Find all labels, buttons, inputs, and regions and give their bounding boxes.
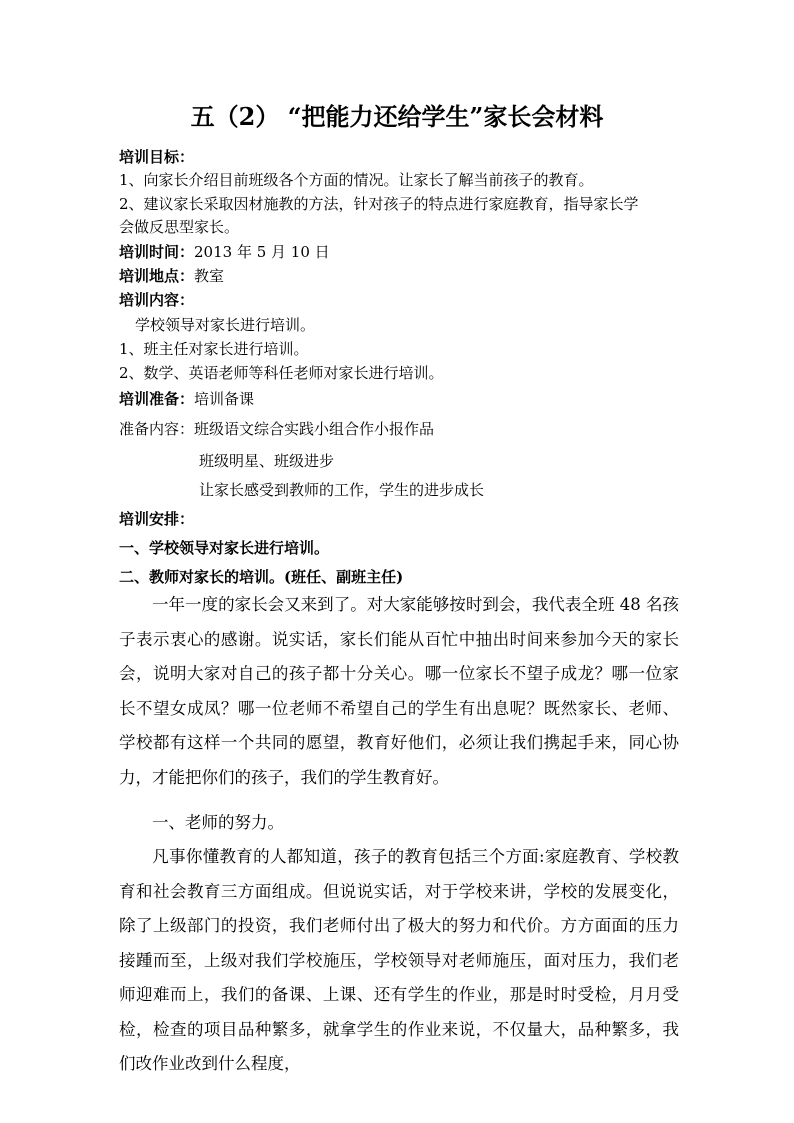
prep-item-3: 让家长感受到教师的工作，学生的进步成长 bbox=[199, 481, 485, 499]
body-paragraph-2 bbox=[119, 840, 679, 1082]
prep-item-1: 班级语文综合实践小组合作小报作品 bbox=[194, 420, 435, 438]
content-item-0: 学校领导对家长进行培训。 bbox=[135, 316, 316, 334]
time-row bbox=[119, 241, 330, 263]
arrange-heading: 培训安排： bbox=[119, 510, 195, 528]
prep-item-2: 班级明星、班级进步 bbox=[199, 452, 335, 470]
time-label: 培训时间： bbox=[119, 243, 195, 261]
content-heading: 培训内容： bbox=[119, 291, 195, 309]
place-label: 培训地点： bbox=[119, 267, 195, 285]
prep-label: 培训准备： bbox=[119, 390, 195, 408]
time-value: 2013 年 5 月 10 日 bbox=[194, 243, 330, 261]
goal-heading: 培训目标： bbox=[119, 148, 195, 166]
goal-item-2-line-2: 会做反思型家长。 bbox=[119, 218, 240, 236]
prep-value: 培训备课 bbox=[194, 390, 255, 408]
arrange-item-1: 一、学校领导对家长进行培训。 bbox=[119, 539, 330, 557]
prep-content-row bbox=[119, 418, 434, 440]
place-row bbox=[119, 265, 224, 287]
prep-row bbox=[119, 388, 254, 410]
goal-item-1: 1、向家长介绍目前班级各个方面的情况。让家长了解当前孩子的教育。 bbox=[119, 171, 594, 189]
body-paragraph-1 bbox=[119, 588, 679, 795]
document-title: 五（2） “把能力还给学生”家长会材料 bbox=[190, 102, 604, 131]
content-item-2: 2、数学、英语老师等科任老师对家长进行培训。 bbox=[119, 364, 444, 382]
content-item-1: 1、班主任对家长进行培训。 bbox=[119, 340, 309, 358]
place-value: 教室 bbox=[194, 267, 225, 285]
prep-content-label: 准备内容： bbox=[119, 420, 195, 438]
body-paragraph-1-text: 一年一度的家长会又来到了。对大家能够按时到会，我代表全班 48 名孩子表示衷心的感谢。说实话，家长们能从百忙中抽出时间来参加今天的家长会，说明大家对自己的孩子都十分关心。哪一位家长不望子成龙？哪一位家长不望女成凤？哪一位老师不希望自己的学生有出息呢？既然家长、老师、学校都有这样一个共同的愿望，教育好他们，必须让我们携起手来，同心协力，才能把你们的孩子，我们的学生教育好。 bbox=[119, 595, 679, 787]
goal-item-2-line-1: 2、建议家长采取因材施教的方法，针对孩子的特点进行家庭教育，指导家长学 bbox=[119, 195, 639, 213]
arrange-item-2: 二、教师对家长的培训。(班任、副班主任) bbox=[119, 568, 404, 586]
body-paragraph-2-text: 凡事你懂教育的人都知道，孩子的教育包括三个方面:家庭教育、学校教育和社会教育三方面组成。但说说实话，对于学校来讲，学校的发展变化，除了上级部门的投资，我们老师付出了极大的努力和代价。方方面面的压力接踵而至，上级对我们学校施压，学校领导对老师施压，面对压力，我们老师迎难而上，我们的备课、上课、还有学生的作业，那是时时受检，月月受检，检查的项目品种繁多，就拿学生的作业来说，不仅量大，品种繁多，我们改作业改到什么程度， bbox=[119, 847, 679, 1073]
section-heading-1: 一、老师的努力。 bbox=[152, 813, 284, 832]
